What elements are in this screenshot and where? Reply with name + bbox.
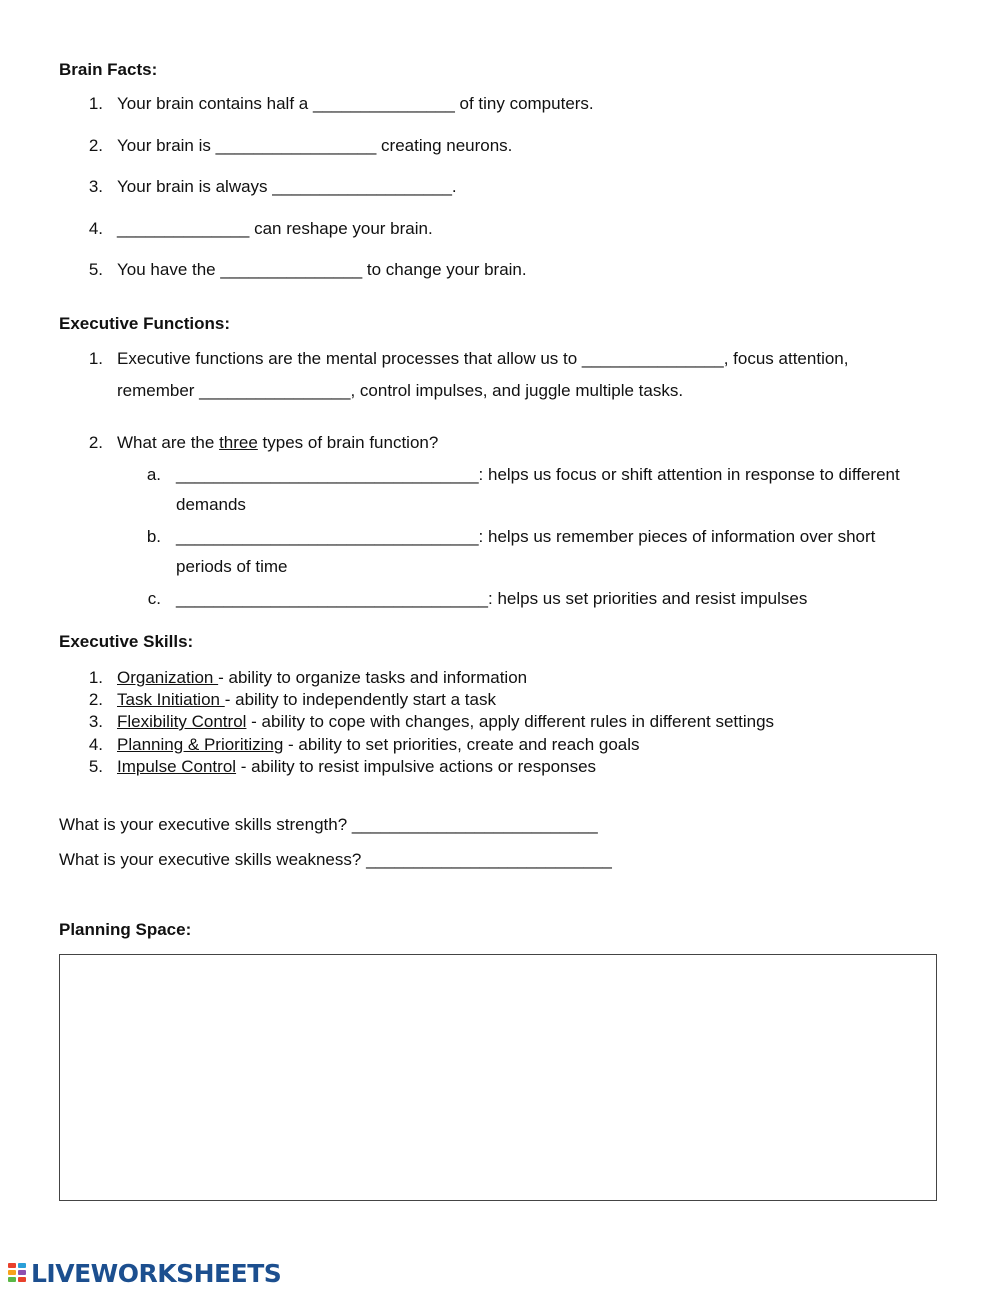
weakness-question[interactable]: What is your executive skills weakness? __________________________ (59, 850, 612, 869)
skill-desc: - ability to resist impulsive actions or responses (236, 757, 597, 776)
brain-fact-4[interactable]: ______________ can reshape your brain. (117, 219, 433, 238)
brain-facts-heading: Brain Facts: (59, 60, 158, 79)
skill-desc: - ability to cope with changes, apply different rules in different settings (246, 712, 775, 731)
liveworksheets-logo-text: LIVEWORKSHEETS (31, 1259, 282, 1288)
list-letter: c. (147, 589, 161, 608)
list-number: 2. (88, 433, 103, 452)
brain-fact-2[interactable]: Your brain is _________________ creating neurons. (117, 136, 513, 155)
skill-flexibility-control (117, 712, 774, 732)
list-number: 5. (88, 260, 103, 279)
skill-term: Planning & Prioritizing (117, 735, 284, 754)
list-number: 3. (88, 712, 103, 731)
skill-desc: - ability to organize tasks and information (218, 668, 528, 687)
ef-question-2-after: types of brain function? (257, 433, 439, 452)
brain-fact-3[interactable]: Your brain is always ___________________. (117, 177, 457, 196)
ef-subitem-a-line-1[interactable]: ________________________________: helps us focus or shift attention in response to different (176, 465, 900, 484)
skill-term: Impulse Control (117, 757, 237, 776)
skill-impulse-control (117, 757, 596, 777)
list-letter: a. (146, 465, 161, 484)
executive-skills-heading: Executive Skills: (59, 632, 194, 651)
list-number: 5. (88, 757, 103, 776)
ef-question-2-underlined: three (219, 433, 258, 452)
list-number: 3. (88, 177, 103, 196)
skill-term: Task Initiation (117, 690, 225, 709)
liveworksheets-logo-icon (8, 1261, 30, 1287)
ef-subitem-b-line-1[interactable]: ________________________________: helps us remember pieces of information over short (176, 527, 876, 546)
planning-space-box[interactable] (59, 954, 937, 1201)
brain-fact-5[interactable]: You have the _______________ to change your brain. (117, 260, 527, 279)
list-number: 1. (88, 668, 103, 687)
executive-functions-heading: Executive Functions: (59, 314, 230, 333)
skill-desc: - ability to independently start a task (224, 690, 496, 709)
strength-question[interactable]: What is your executive skills strength? __________________________ (59, 815, 598, 834)
list-number: 4. (88, 735, 103, 754)
skill-planning-prioritizing (117, 735, 640, 755)
liveworksheets-logo (8, 1259, 281, 1289)
list-number: 1. (88, 94, 103, 113)
planning-space-heading: Planning Space: (59, 920, 192, 939)
skill-organization (117, 668, 527, 688)
list-letter: b. (146, 527, 161, 546)
brain-fact-1[interactable]: Your brain contains half a _______________ of tiny computers. (117, 94, 594, 113)
ef-question-2 (117, 433, 438, 453)
ef-question-1-line-1[interactable]: Executive functions are the mental processes that allow us to _______________, focus attention, (117, 349, 849, 368)
skill-term: Flexibility Control (117, 712, 247, 731)
list-number: 2. (88, 136, 103, 155)
ef-question-2-before: What are the (117, 433, 220, 452)
list-number: 2. (88, 690, 103, 709)
skill-task-initiation (117, 690, 496, 710)
ef-question-1-line-2[interactable]: remember ________________, control impulses, and juggle multiple tasks. (117, 381, 684, 400)
skill-term: Organization (117, 668, 219, 687)
ef-subitem-c-line-1[interactable]: _________________________________: helps us set priorities and resist impulses (176, 589, 808, 608)
ef-subitem-b-line-2: periods of time (176, 557, 288, 576)
list-number: 1. (88, 349, 103, 368)
list-number: 4. (88, 219, 103, 238)
ef-subitem-a-line-2: demands (176, 495, 246, 514)
skill-desc: - ability to set priorities, create and reach goals (283, 735, 640, 754)
